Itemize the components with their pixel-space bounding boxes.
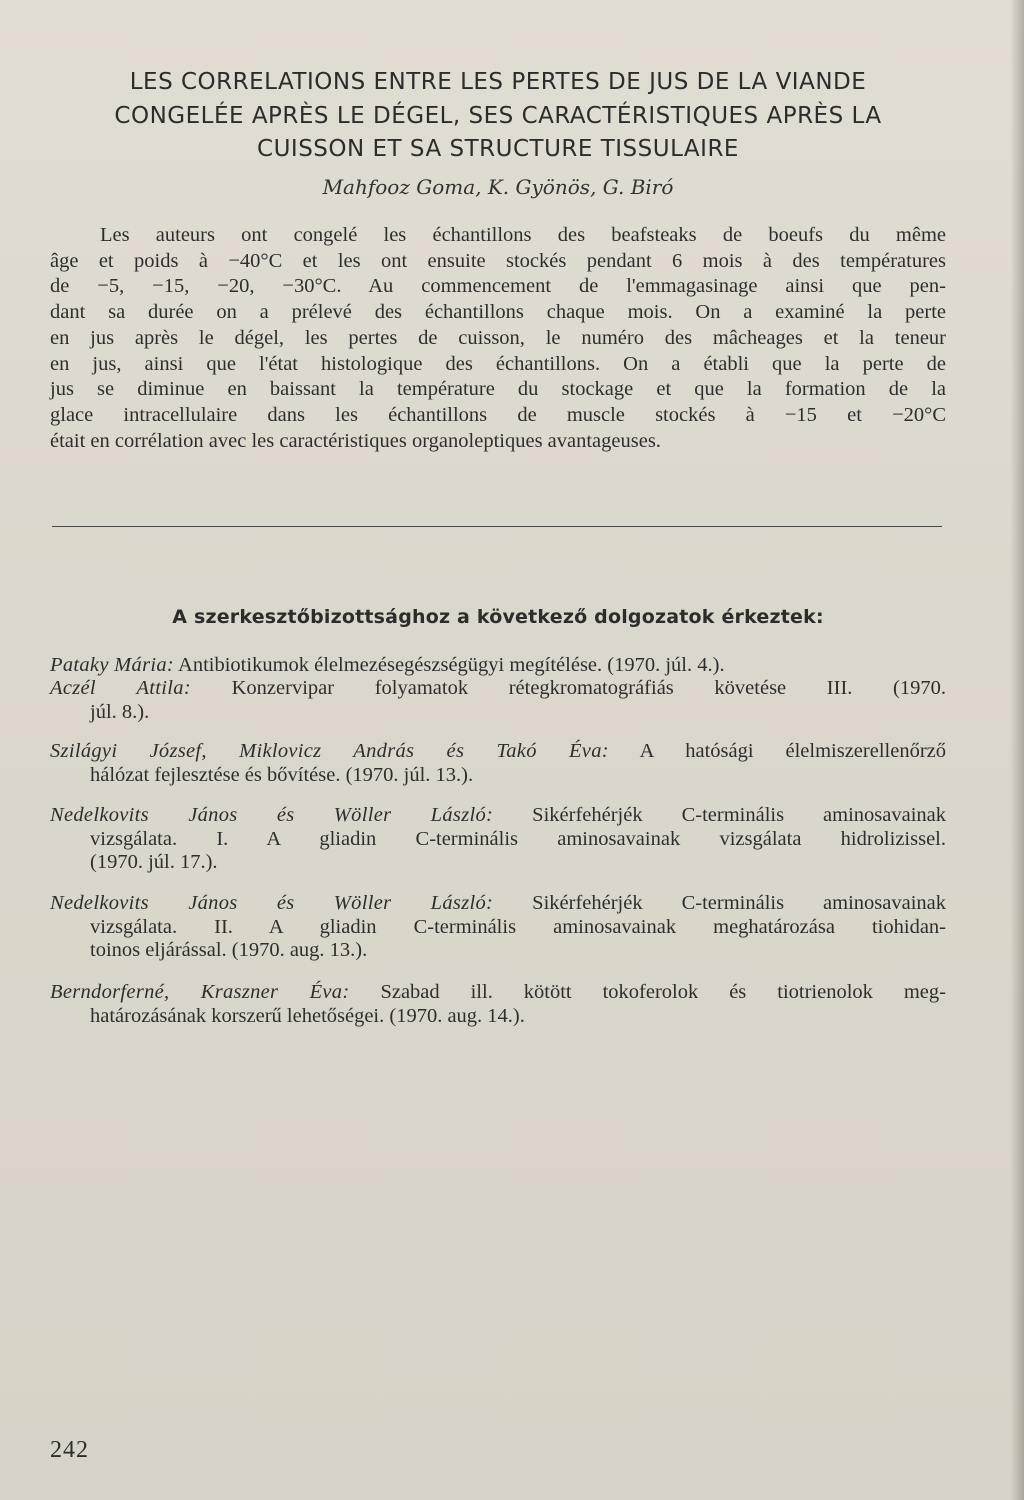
entry-authors: Pataky Mária: [50,654,175,676]
entry-title: Antibiotikumok élelmezésegészségügyi megítélése. (1970. júl. 4.). [178,654,725,676]
entry-continuation-line: toinos eljárással. (1970. aug. 13.). [90,939,368,961]
abstract-line: jus se diminue en baissant la température du stockage et que la formation de la [50,378,946,401]
received-paper-entry [50,740,946,787]
abstract-line: en jus, ainsi que l'état histologique des échantillons. On a établi que la perte de [50,352,946,375]
entry-title: Sikérfehérjék C-terminális aminosavainak [532,804,947,826]
entry-continuation-line: júl. 8.). [90,700,150,723]
entry-authors: Berndorferné, Kraszner Éva: [50,981,350,1003]
abstract-line: de −5, −15, −20, −30°C. Au commencement de l'emmagasinage ainsi que pen- [50,275,946,298]
entry-title: Szabad ill. kötött tokoferolok és tiotrienolok meg- [380,981,946,1003]
abstract-line: âge et poids à −40°C et les ont ensuite stockés pendant 6 mois à des températures [50,249,946,272]
article-title [50,66,946,167]
entry-continuation-line: határozásának korszerű lehetőségei. (1970. aug. 14.). [90,1004,525,1027]
abstract-line: glace intracellulaire dans les échantillons de muscle stockés à −15 et −20°C [50,403,946,426]
article-abstract [50,223,946,454]
section-divider [52,526,942,527]
abstract-line: dant sa durée on a prélevé des échantillons chaque mois. On a examiné la perte [50,301,946,324]
received-papers-heading: A szerkesztőbizottsághoz a következő dolgozatok érkeztek: [172,606,824,628]
entry-continuation-line: hálózat fejlesztése és bővítése. (1970. júl. 13.). [90,763,474,786]
entry-first-line [50,677,946,701]
entry-authors: Aczél Attila: [50,677,191,699]
entry-authors: Szilágyi József, Miklovicz András és Takó Éva: [50,740,609,762]
received-paper-entry [50,804,946,875]
entry-first-line [50,892,946,916]
entry-title: Sikérfehérjék C-terminális aminosavainak [532,892,947,914]
article-title-line: LES CORRELATIONS ENTRE LES PERTES DE JUS DE LA VIANDE [129,69,867,95]
entry-authors: Nedelkovits János és Wöller László: [50,892,494,914]
entry-title: A hatósági élelmiszerellenőrző [639,740,946,762]
entry-authors: Nedelkovits János és Wöller László: [50,804,494,826]
entry-continuation-line: (1970. júl. 17.). [90,851,218,873]
received-paper-entry [50,981,946,1028]
abstract-line: Les auteurs ont congelé les échantillons des beafsteaks de boeufs du même [100,224,946,246]
entry-first-line [50,654,946,678]
entry-title: Konzervipar folyamatok rétegkromatográfiás követése III. (1970. [231,677,946,699]
entry-first-line [50,981,946,1005]
abstract-line: était en corrélation avec les caractéristiques organoleptiques avantageuses. [50,429,661,452]
page-number: 242 [50,1437,89,1463]
received-paper-entry [50,654,946,678]
entry-first-line [50,804,946,828]
received-paper-entry [50,677,946,724]
entry-continuation-line: vizsgálata. II. A gliadin C-terminális aminosavainak meghatározása tiohidan- [90,915,946,938]
entry-first-line [50,740,946,764]
entry-continuation-line: vizsgálata. I. A gliadin C-terminális aminosavainak vizsgálata hidrolizissel. [90,827,946,850]
abstract-line: en jus après le dégel, les pertes de cuisson, le numéro des mâcheages et la teneur [50,326,946,349]
article-authors: Mahfooz Goma, K. Gyönös, G. Biró [322,175,674,199]
article-title-line: CUISSON ET SA STRUCTURE TISSULAIRE [257,136,739,162]
article-title-line: CONGELÉE APRÈS LE DÉGEL, SES CARACTÉRISTIQUES APRÈS LA [114,102,882,129]
received-paper-entry [50,892,946,963]
